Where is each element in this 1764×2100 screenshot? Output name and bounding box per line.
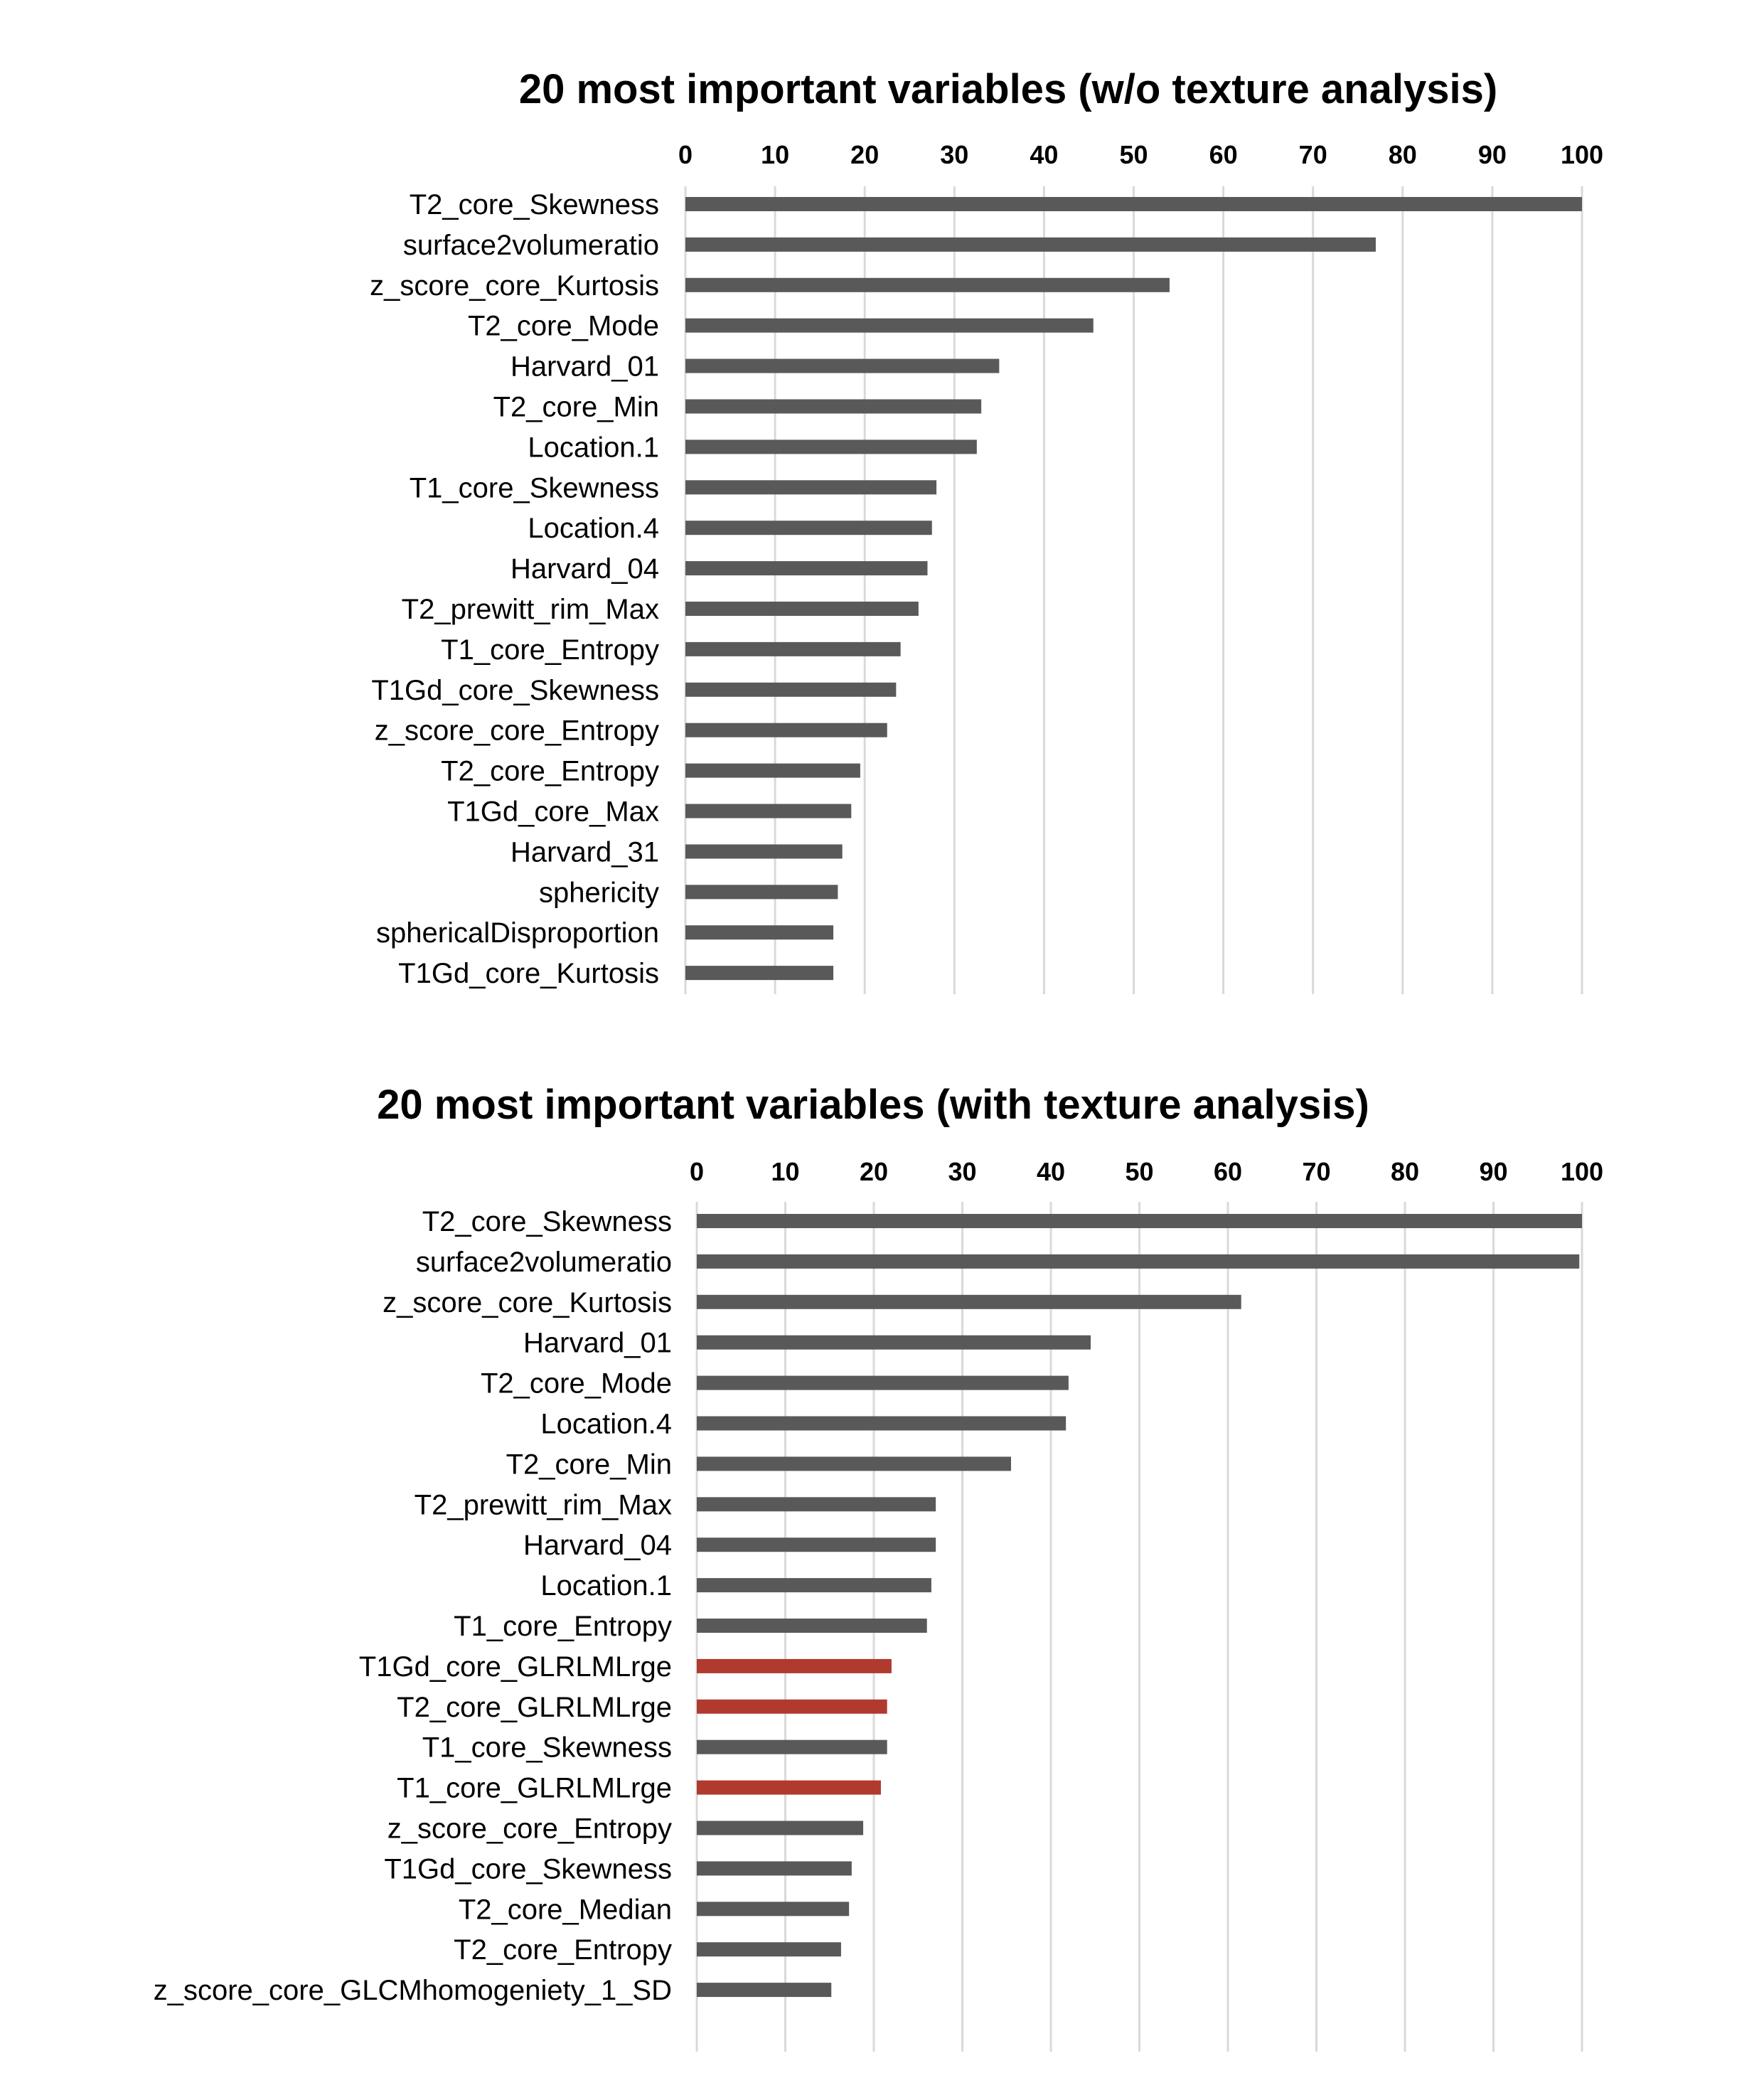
category-label: T2_core_Entropy <box>454 1934 672 1966</box>
category-label: T1_core_Skewness <box>409 472 659 504</box>
bar <box>685 804 851 819</box>
x-tick-label: 40 <box>1036 1157 1066 1186</box>
category-label: Location.1 <box>540 1570 672 1602</box>
category-label: T1Gd_core_Skewness <box>384 1853 672 1885</box>
chart-title: 20 most important variables (w/o texture analysis) <box>518 66 1498 112</box>
bar <box>697 1497 936 1511</box>
x-tick-label: 20 <box>859 1157 889 1186</box>
x-tick-label: 100 <box>1560 1157 1604 1186</box>
x-tick-label: 60 <box>1209 140 1238 169</box>
bar <box>685 561 927 575</box>
x-tick-label: 10 <box>771 1157 800 1186</box>
bar <box>697 1740 887 1754</box>
x-tick-label: 50 <box>1119 140 1148 169</box>
x-tick-label: 50 <box>1125 1157 1154 1186</box>
category-label: Harvard_04 <box>523 1530 672 1562</box>
x-tick-label: 40 <box>1030 140 1059 169</box>
category-label: z_score_core_Entropy <box>387 1813 672 1845</box>
bar <box>697 1619 927 1633</box>
category-label: T1Gd_core_Max <box>447 796 659 828</box>
chart-with-texture <box>154 1082 1603 2052</box>
x-tick-label: 100 <box>1560 140 1604 169</box>
x-tick-label: 80 <box>1390 1157 1420 1186</box>
bar <box>685 400 981 414</box>
bar <box>685 844 843 858</box>
bar <box>685 966 833 980</box>
category-label: z_score_core_Entropy <box>374 715 659 747</box>
bar <box>697 1902 849 1916</box>
category-label: sphericalDisproportion <box>376 917 659 949</box>
category-label: T2_core_Mode <box>480 1368 672 1400</box>
category-label: surface2volumeratio <box>402 229 659 261</box>
category-label: T1_core_GLRLMLrge <box>397 1772 672 1804</box>
bar <box>685 885 838 899</box>
category-label: surface2volumeratio <box>415 1246 672 1278</box>
category-label: sphericity <box>539 877 659 909</box>
category-label: T2_core_Median <box>458 1894 672 1926</box>
category-label: T2_core_Skewness <box>409 189 659 220</box>
bar <box>685 319 1094 333</box>
bar <box>697 1254 1579 1269</box>
x-tick-label: 10 <box>761 140 790 169</box>
chart-without-texture <box>370 66 1603 994</box>
category-label: Location.4 <box>528 513 659 545</box>
chart-title: 20 most important variables (with texture analysis) <box>377 1082 1369 1128</box>
category-label: T1_core_Skewness <box>422 1732 672 1764</box>
bar <box>697 1578 931 1592</box>
bar <box>685 197 1582 211</box>
x-tick-label: 0 <box>678 140 693 169</box>
category-label: z_score_core_GLCMhomogeniety_1_SD <box>153 1975 672 2007</box>
bar <box>697 1983 831 1997</box>
category-label: Harvard_01 <box>523 1327 672 1359</box>
category-label: T2_core_GLRLMLrge <box>397 1691 672 1723</box>
category-label: Harvard_31 <box>510 836 659 868</box>
bar-texture-feature <box>697 1781 881 1795</box>
bar <box>685 278 1170 292</box>
category-label: z_score_core_Kurtosis <box>370 270 659 302</box>
category-label: Harvard_01 <box>510 351 659 383</box>
category-label: T2_core_Entropy <box>441 755 659 787</box>
bar <box>697 1537 936 1552</box>
x-tick-label: 60 <box>1213 1157 1243 1186</box>
category-label: Harvard_04 <box>510 553 659 585</box>
bar <box>685 642 901 656</box>
bar <box>685 238 1376 252</box>
category-label: T1_core_Entropy <box>441 634 659 666</box>
category-label: T1Gd_core_Skewness <box>371 674 659 706</box>
category-label: T2_core_Mode <box>467 310 659 342</box>
x-tick-label: 90 <box>1479 1157 1508 1186</box>
bar <box>685 439 977 454</box>
category-label: Location.1 <box>528 432 659 464</box>
bar-texture-feature <box>697 1659 892 1673</box>
x-tick-label: 70 <box>1298 140 1327 169</box>
bar <box>685 359 999 373</box>
x-tick-label: 0 <box>689 1157 705 1186</box>
bar <box>697 1214 1582 1228</box>
bar <box>697 1456 1011 1471</box>
bar <box>697 1376 1069 1390</box>
category-label: T2_core_Skewness <box>422 1206 672 1237</box>
bar <box>697 1417 1066 1431</box>
bar <box>697 1295 1241 1309</box>
category-label: T1Gd_core_GLRLMLrge <box>358 1651 672 1683</box>
category-label: T2_prewitt_rim_Max <box>401 594 659 625</box>
bar <box>685 521 932 535</box>
x-tick-label: 70 <box>1302 1157 1331 1186</box>
x-tick-label: 90 <box>1477 140 1507 169</box>
bar <box>697 1942 841 1956</box>
bar <box>697 1336 1091 1350</box>
category-label: z_score_core_Kurtosis <box>383 1286 672 1318</box>
bar <box>685 764 860 778</box>
category-label: Location.4 <box>540 1408 672 1440</box>
bar-texture-feature <box>697 1700 887 1714</box>
bar <box>697 1861 852 1875</box>
category-label: T1_core_Entropy <box>454 1611 672 1642</box>
bar <box>685 602 919 616</box>
bar <box>697 1821 863 1835</box>
x-tick-label: 20 <box>850 140 880 169</box>
x-tick-label: 30 <box>940 140 969 169</box>
category-label: T2_core_Min <box>506 1449 672 1481</box>
bar <box>685 683 896 697</box>
bar <box>685 723 887 737</box>
bar <box>685 480 936 494</box>
x-tick-label: 80 <box>1388 140 1417 169</box>
x-tick-label: 30 <box>948 1157 977 1186</box>
bar <box>685 925 833 939</box>
category-label: T1Gd_core_Kurtosis <box>398 958 659 990</box>
category-label: T2_prewitt_rim_Max <box>414 1489 672 1521</box>
category-label: T2_core_Min <box>493 391 659 423</box>
